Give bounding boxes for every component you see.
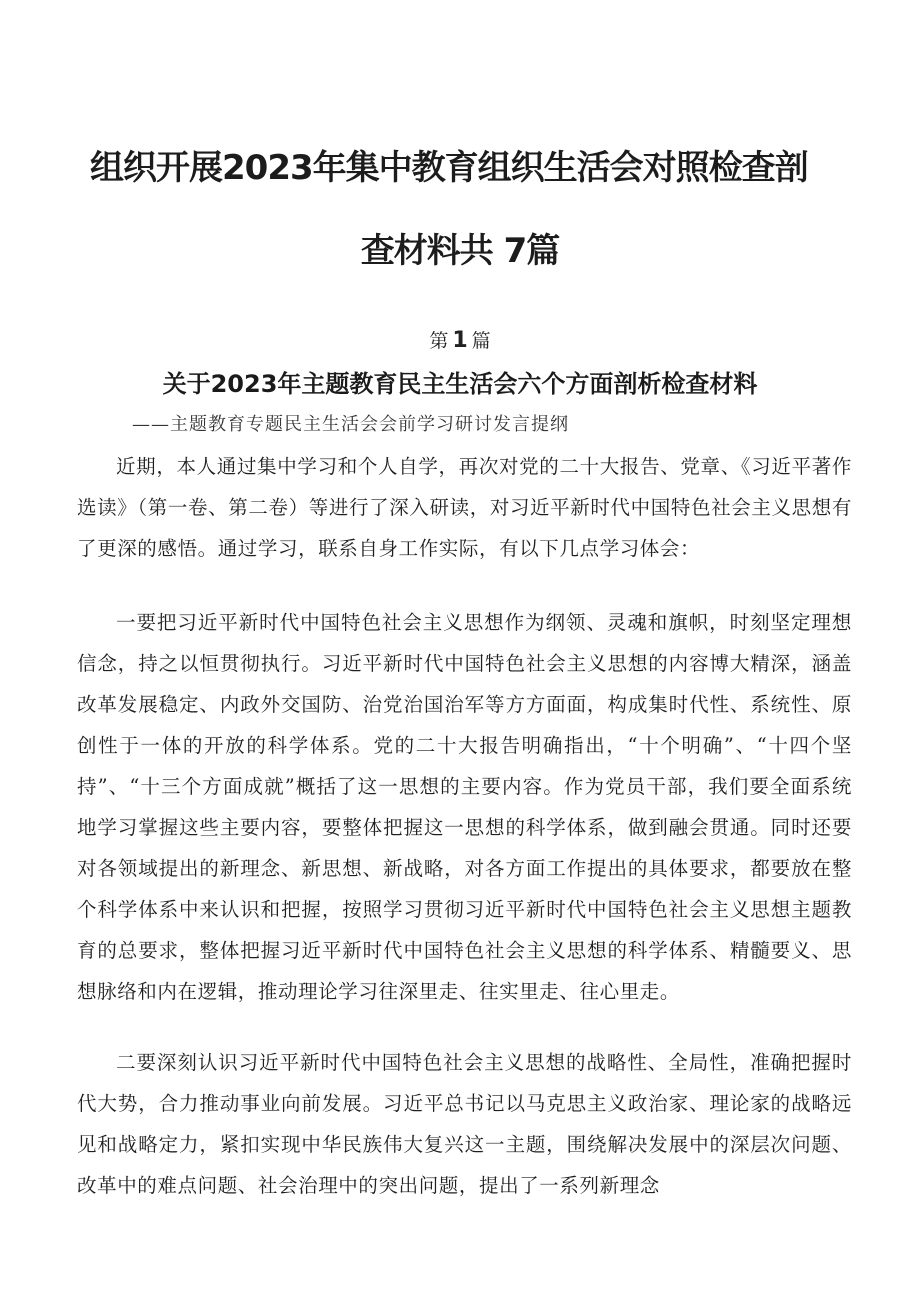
- document-title-line-2: 查材料共 7篇: [360, 231, 560, 271]
- section-suffix: 篇: [471, 330, 491, 352]
- document-title-line-1: 组织开展2023年集中教育组织生活会对照检查剖: [90, 148, 808, 188]
- paragraph-text: 二要深刻认识习近平新时代中国特色社会主义思想的战略性、全局性，准确把握时代大势，合力推动事业向前发展。习近平总书记以马克思主义政治家、理论家的战略远见和战略定力，紧扣实现中华民族伟大复兴这一主题，围绕解决发展中的深层次问题、改革中的难点问题、社会治理中的突出问题，提出了一系列新理念: [77, 1051, 852, 1197]
- paragraph-text: 近期，本人通过集中学习和个人自学，再次对党的二十大报告、党章、《习近平著作选读》（第一卷、第二卷）等进行了深入研读，对习近平新时代中国特色社会主义思想有了更深的感悟。通过学习，联系自身工作实际，有以下几点学习体会：: [77, 455, 852, 560]
- section-number-value: 1: [452, 328, 468, 353]
- paragraph-1: [77, 446, 852, 569]
- section-prefix: 第: [429, 330, 449, 352]
- paragraph-3: [77, 1042, 852, 1206]
- section-number: [0, 326, 920, 353]
- section-title: 关于2023年主题教育民主生活会六个方面剖析检查材料: [162, 370, 758, 398]
- paragraph-2: [77, 602, 852, 1012]
- section-subtitle: ——主题教育专题民主生活会会前学习研讨发言提纲: [132, 414, 569, 435]
- paragraph-text: 一要把习近平新时代中国特色社会主义思想作为纲领、灵魂和旗帜，时刻坚定理想信念，持之以恒贯彻执行。习近平新时代中国特色社会主义思想的内容博大精深，涵盖改革发展稳定、内政外交国防、治党治国治军等方方面面，构成集时代性、系统性、原创性于一体的开放的科学体系。党的二十大报告明确指出，“十个明确”、“十四个坚持”、“十三个方面成就”概括了这一思想的主要内容。作为党员干部，我们要全面系统地学习掌握这些主要内容，要整体把握这一思想的科学体系，做到融会贯通。同时还要对各领域提出的新理念、新思想、新战略，对各方面工作提出的具体要求，都要放在整个科学体系中来认识和把握，按照学习贯彻习近平新时代中国特色社会主义思想主题教育的总要求，整体把握习近平新时代中国特色社会主义思想的科学体系、精髓要义、思想脉络和内在逻辑，推动理论学习往深里走、往实里走、往心里走。: [77, 611, 852, 1003]
